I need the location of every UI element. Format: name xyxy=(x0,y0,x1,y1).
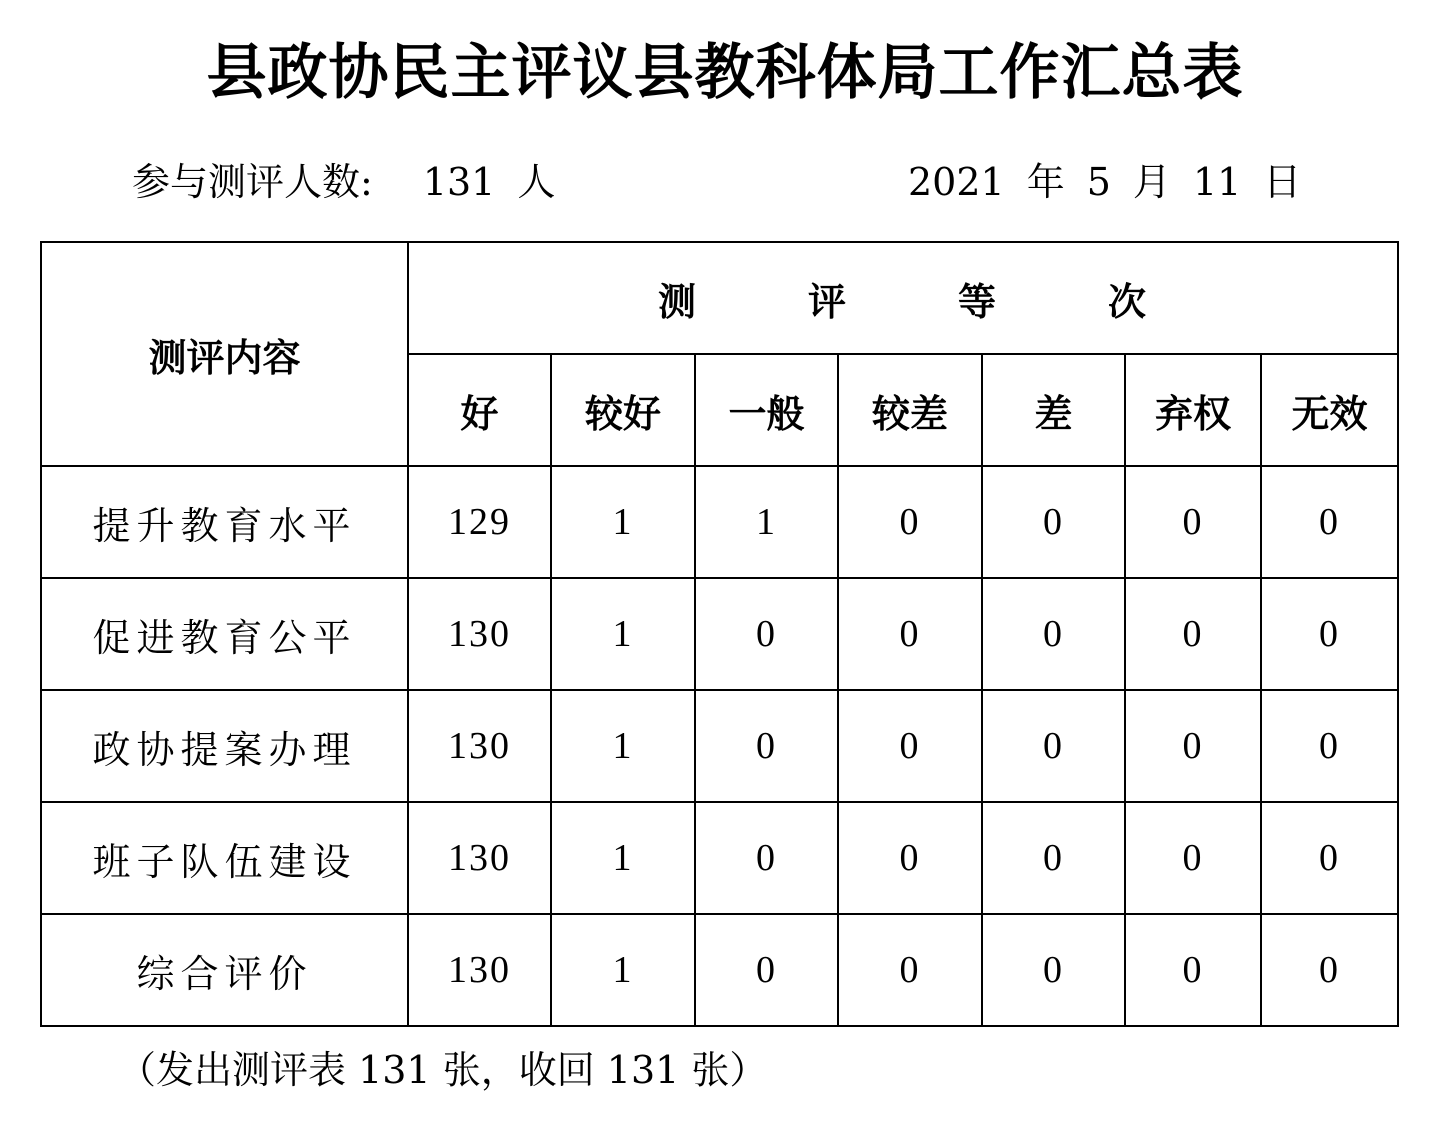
table-cell: 1 xyxy=(551,690,695,802)
table-cell: 0 xyxy=(982,690,1125,802)
table-cell: 0 xyxy=(1261,802,1398,914)
table-row xyxy=(41,690,1398,802)
page-title: 县政协民主评议县教科体局工作汇总表 xyxy=(206,38,1244,108)
table-cell: 0 xyxy=(1125,690,1261,802)
participant-count-value: 131 xyxy=(422,160,496,204)
participant-count-line xyxy=(132,152,555,212)
table-cell: 130 xyxy=(408,578,551,690)
date-day: 11 xyxy=(1192,160,1242,204)
table-cell: 0 xyxy=(695,690,838,802)
row-label: 提升教育水平 xyxy=(41,466,408,578)
table-cell: 0 xyxy=(982,802,1125,914)
table-cell: 0 xyxy=(982,578,1125,690)
table-cell: 130 xyxy=(408,914,551,1026)
table-row xyxy=(41,578,1398,690)
table-cell: 130 xyxy=(408,690,551,802)
table-cell: 0 xyxy=(838,466,982,578)
table-cell: 1 xyxy=(695,466,838,578)
table-row xyxy=(41,802,1398,914)
header-row-group xyxy=(41,242,1398,354)
row-header-label: 测评内容 xyxy=(148,335,301,380)
table-cell: 0 xyxy=(982,466,1125,578)
table-cell: 0 xyxy=(1125,578,1261,690)
table-cell: 0 xyxy=(695,802,838,914)
table-cell: 1 xyxy=(551,802,695,914)
table-cell: 0 xyxy=(1125,466,1261,578)
table-cell: 0 xyxy=(1125,914,1261,1026)
table-cell: 0 xyxy=(1261,578,1398,690)
column-header-good: 好 xyxy=(408,354,551,466)
column-header-fairly-good: 较好 xyxy=(551,354,695,466)
table-cell: 0 xyxy=(1125,802,1261,914)
table-cell: 0 xyxy=(1261,914,1398,1026)
column-header-average: 一般 xyxy=(695,354,838,466)
table-row xyxy=(41,914,1398,1026)
rating-group-header xyxy=(408,242,1398,354)
participant-count-unit: 人 xyxy=(517,160,556,204)
rating-group-char: 测 xyxy=(658,279,699,324)
table-cell: 129 xyxy=(408,466,551,578)
table-cell: 0 xyxy=(838,578,982,690)
table-cell: 130 xyxy=(408,802,551,914)
date-year: 2021 xyxy=(908,160,1005,204)
table-cell: 1 xyxy=(551,578,695,690)
table-cell: 0 xyxy=(838,802,982,914)
column-header-invalid: 无效 xyxy=(1261,354,1398,466)
table-cell: 0 xyxy=(1261,690,1398,802)
table-cell: 0 xyxy=(695,914,838,1026)
column-header-poor: 差 xyxy=(982,354,1125,466)
table-cell: 0 xyxy=(838,914,982,1026)
table-cell: 1 xyxy=(551,914,695,1026)
table-cell: 1 xyxy=(551,466,695,578)
column-header-abstain: 弃权 xyxy=(1125,354,1261,466)
participant-count-label: 参与测评人数: xyxy=(132,160,373,204)
distribution-footnote: （发出测评表 131 张，收回 131 张） xyxy=(118,1048,768,1092)
date-line xyxy=(908,152,1301,212)
table-cell: 0 xyxy=(838,690,982,802)
row-label: 综合评价 xyxy=(41,914,408,1026)
column-header-fairly-poor: 较差 xyxy=(838,354,982,466)
table-cell: 0 xyxy=(695,578,838,690)
evaluation-summary-table xyxy=(40,241,1399,1027)
row-label: 促进教育公平 xyxy=(41,578,408,690)
row-header-cell xyxy=(41,242,408,466)
table-cell: 0 xyxy=(1261,466,1398,578)
rating-group-char: 次 xyxy=(1108,279,1149,324)
date-day-unit: 日 xyxy=(1263,160,1302,204)
table-cell: 0 xyxy=(982,914,1125,1026)
date-month-unit: 月 xyxy=(1132,160,1171,204)
date-month: 5 xyxy=(1086,160,1111,204)
table-row xyxy=(41,466,1398,578)
rating-group-char: 评 xyxy=(808,279,849,324)
row-label: 政协提案办理 xyxy=(41,690,408,802)
rating-group-char: 等 xyxy=(958,279,999,324)
date-year-unit: 年 xyxy=(1026,160,1065,204)
row-label: 班子队伍建设 xyxy=(41,802,408,914)
